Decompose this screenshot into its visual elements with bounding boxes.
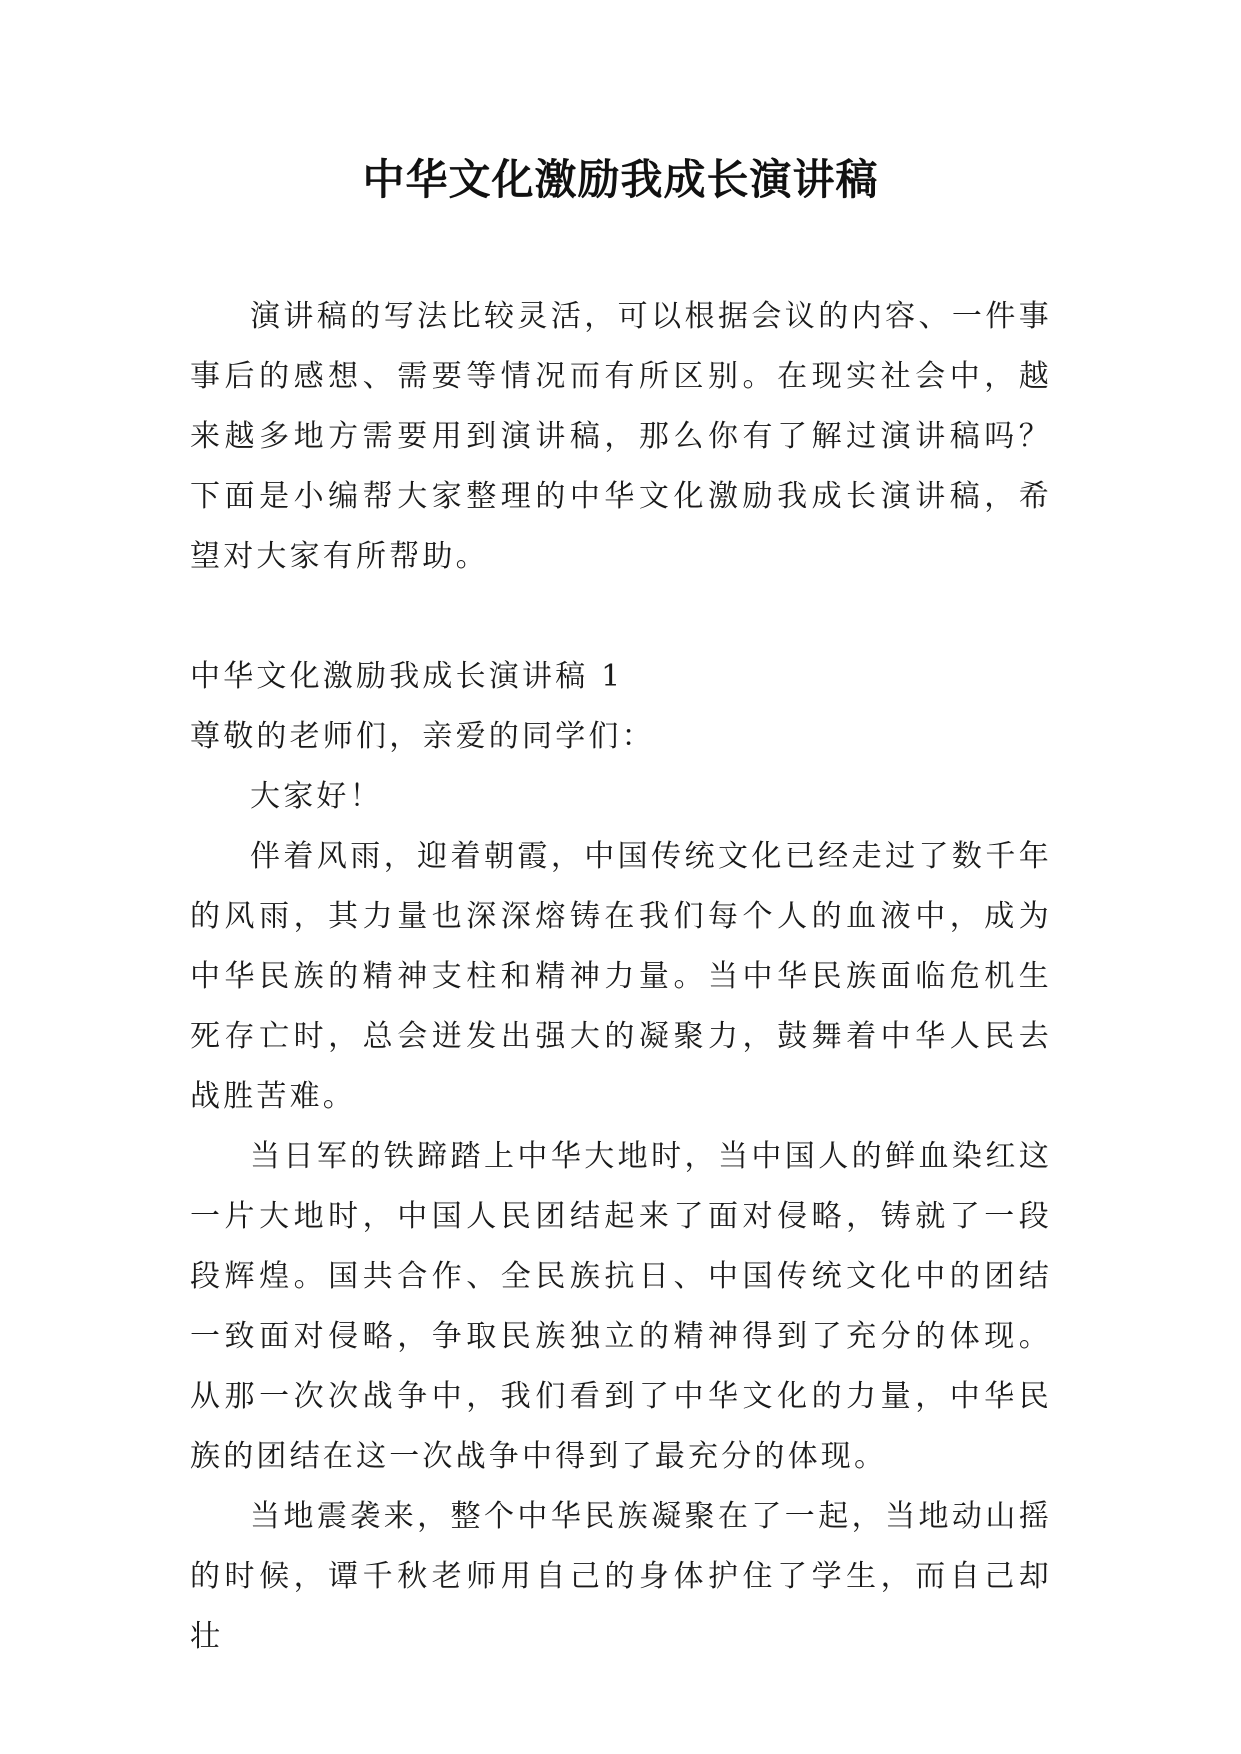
document-body bbox=[190, 287, 1052, 1667]
body-paragraph-1: 伴着风雨，迎着朝霞，中国传统文化已经走过了数千年的风雨，其力量也深深熔铸在我们每个人的血液中，成为中华民族的精神支柱和精神力量。当中华民族面临危机生死存亡时，总会迸发出强大的凝聚力，鼓舞着中华人民去战胜苦难。 bbox=[190, 839, 1052, 1114]
paragraph-gap bbox=[190, 587, 1052, 647]
body-paragraph-3: 当地震袭来，整个中华民族凝聚在了一起，当地动山摇的时候，谭千秋老师用自己的身体护住了学生，而自己却壮 bbox=[190, 1499, 1052, 1654]
document-title: 中华文化激励我成长演讲稿 bbox=[362, 155, 879, 204]
salutation: 尊敬的老师们，亲爱的同学们： bbox=[190, 719, 655, 754]
body-paragraph-2: 当日军的铁蹄踏上中华大地时，当中国人的鲜血染红这一片大地时，中国人民团结起来了面对侵略，铸就了一段段辉煌。国共合作、全民族抗日、中国传统文化中的团结一致面对侵略，争取民族独立的精神得到了充分的体现。从那一次次战争中，我们看到了中华文化的力量，中华民族的团结在这一次战争中得到了最充分的体现。 bbox=[190, 1139, 1052, 1474]
section-heading: 中华文化激励我成长演讲稿 1 bbox=[190, 659, 624, 694]
intro-paragraph: 演讲稿的写法比较灵活，可以根据会议的内容、一件事事后的感想、需要等情况而有所区别。在现实社会中，越来越多地方需要用到演讲稿，那么你有了解过演讲稿吗？下面是小编帮大家整理的中华文化激励我成长演讲稿，希望对大家有所帮助。 bbox=[190, 299, 1052, 574]
greeting: 大家好！ bbox=[250, 779, 383, 814]
